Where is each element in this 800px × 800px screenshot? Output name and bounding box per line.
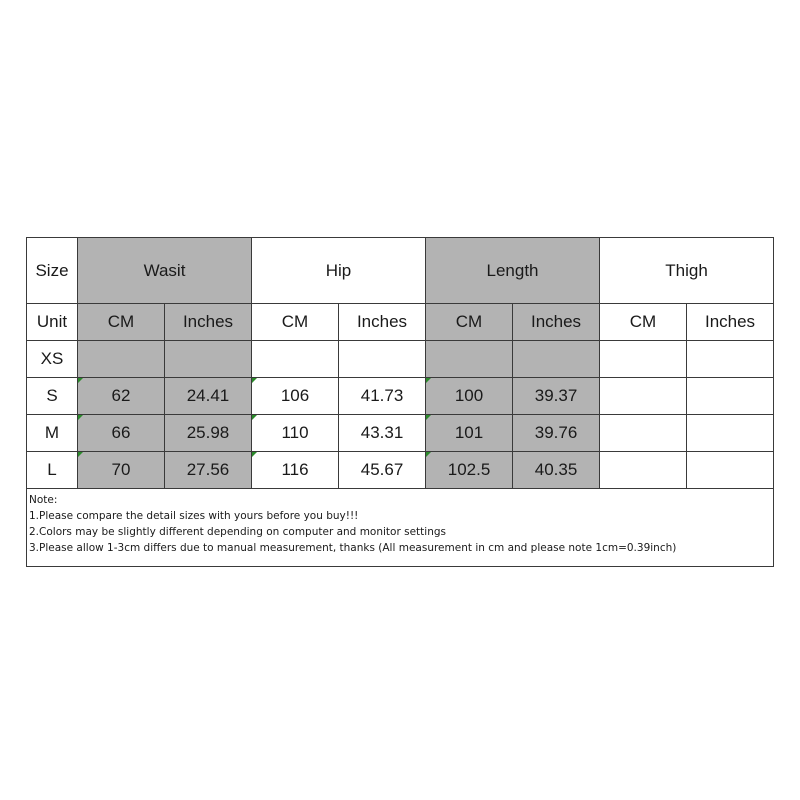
size-label-cell: M — [27, 415, 78, 452]
note-line-3: 3.Please allow 1-3cm differs due to manual measurement, thanks (All measurement in cm and please note 1cm=0.39inch) — [29, 542, 677, 554]
value-cell: 24.41 — [165, 378, 252, 415]
value-cell: 62 — [78, 378, 165, 415]
unit-header-cell: Unit — [27, 304, 78, 341]
value-cell: 39.76 — [513, 415, 600, 452]
note-line-1: 1.Please compare the detail sizes with yours before you buy!!! — [29, 510, 359, 522]
value-cell: 27.56 — [165, 452, 252, 489]
unit-cell: CM — [600, 304, 687, 341]
value-cell — [687, 452, 774, 489]
thigh-header-cell: Thigh — [600, 238, 774, 304]
value-cell — [600, 452, 687, 489]
value-cell — [513, 341, 600, 378]
value-cell — [687, 378, 774, 415]
value-cell — [78, 341, 165, 378]
unit-cell: CM — [78, 304, 165, 341]
value-cell: 66 — [78, 415, 165, 452]
size-label-cell: L — [27, 452, 78, 489]
waist-header-cell: Wasit — [78, 238, 252, 304]
value-cell: 102.5 — [426, 452, 513, 489]
table-row — [27, 341, 774, 378]
hip-header-cell: Hip — [252, 238, 426, 304]
size-chart-table — [26, 237, 774, 567]
value-cell — [600, 341, 687, 378]
value-cell: 100 — [426, 378, 513, 415]
value-cell — [165, 341, 252, 378]
unit-row — [27, 304, 774, 341]
value-cell: 40.35 — [513, 452, 600, 489]
value-cell — [339, 341, 426, 378]
value-cell — [687, 341, 774, 378]
value-cell: 41.73 — [339, 378, 426, 415]
value-cell — [252, 341, 339, 378]
value-cell: 70 — [78, 452, 165, 489]
unit-cell: CM — [426, 304, 513, 341]
unit-cell: Inches — [513, 304, 600, 341]
table-row — [27, 415, 774, 452]
header-row — [27, 238, 774, 304]
unit-cell: Inches — [165, 304, 252, 341]
value-cell: 116 — [252, 452, 339, 489]
table-row — [27, 378, 774, 415]
notes-row — [27, 489, 774, 567]
value-cell: 25.98 — [165, 415, 252, 452]
notes-cell — [27, 489, 774, 567]
size-label-cell: S — [27, 378, 78, 415]
value-cell: 106 — [252, 378, 339, 415]
note-line-2: 2.Colors may be slightly different depending on computer and monitor settings — [29, 526, 446, 538]
size-label-cell: XS — [27, 341, 78, 378]
value-cell — [426, 341, 513, 378]
value-cell: 39.37 — [513, 378, 600, 415]
table-row — [27, 452, 774, 489]
notes-title: Note: — [29, 494, 58, 506]
value-cell: 101 — [426, 415, 513, 452]
length-header-cell: Length — [426, 238, 600, 304]
value-cell: 110 — [252, 415, 339, 452]
value-cell — [600, 378, 687, 415]
value-cell — [687, 415, 774, 452]
value-cell: 43.31 — [339, 415, 426, 452]
unit-cell: CM — [252, 304, 339, 341]
value-cell: 45.67 — [339, 452, 426, 489]
unit-cell: Inches — [339, 304, 426, 341]
value-cell — [600, 415, 687, 452]
unit-cell: Inches — [687, 304, 774, 341]
size-header-cell: Size — [27, 238, 78, 304]
